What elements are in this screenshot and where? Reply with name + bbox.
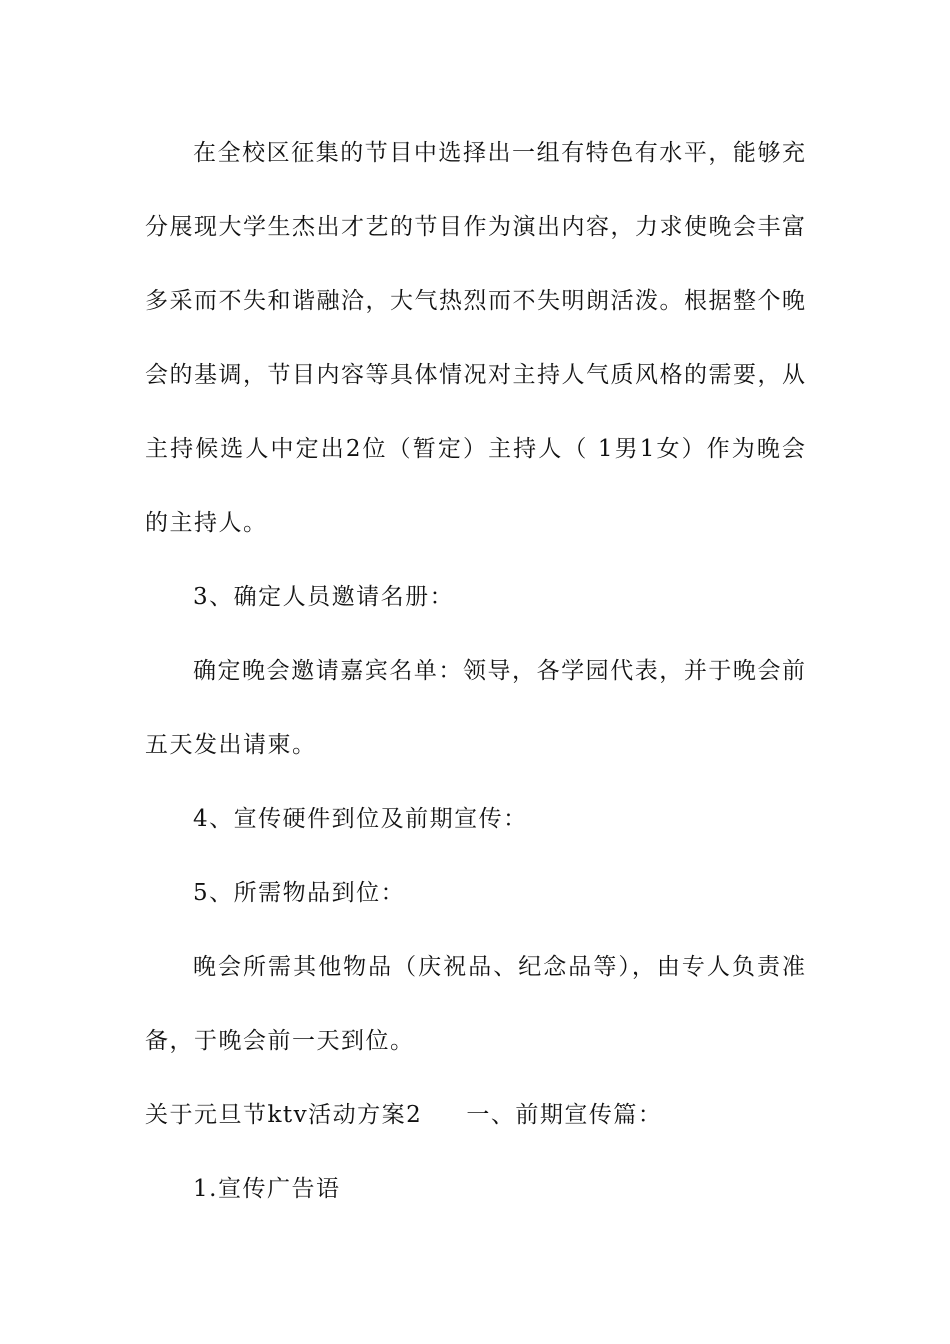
- section-heading: 一、前期宣传篇：: [466, 1102, 663, 1128]
- paragraph-line: 确定晚会邀请嘉宾名单：领导，各学园代表，并于晚会前: [193, 658, 805, 684]
- subheading: 1.宣传广告语: [193, 1176, 341, 1202]
- paragraph-line: 晚会所需其他物品（庆祝品、纪念品等），由专人负责准: [193, 954, 805, 980]
- paragraph-line: 五天发出请柬。: [145, 732, 317, 758]
- numbered-heading: 5、所需物品到位：: [193, 880, 406, 906]
- paragraph-line: 分展现大学生杰出才艺的节目作为演出内容，力求使晚会丰富: [145, 214, 805, 240]
- numbered-heading: 4、宣传硬件到位及前期宣传：: [193, 806, 528, 832]
- paragraph-line: 备，于晚会前一天到位。: [145, 1028, 415, 1054]
- paragraph-line: 会的基调，节目内容等具体情况对主持人气质风格的需要，从: [145, 362, 805, 388]
- paragraph-line: 主持候选人中定出2位（暂定）主持人（ 1男1女）作为晚会: [145, 436, 805, 462]
- section-title-line: [145, 1100, 805, 1130]
- section-title: 关于元旦节ktv活动方案2: [145, 1102, 423, 1128]
- paragraph-line: 多采而不失和谐融洽，大气热烈而不失明朗活泼。根据整个晚: [145, 288, 805, 314]
- paragraph-line: 在全校区征集的节目中选择出一组有特色有水平，能够充: [193, 140, 805, 166]
- paragraph-line: 的主持人。: [145, 510, 268, 536]
- numbered-heading: 3、确定人员邀请名册：: [193, 584, 455, 610]
